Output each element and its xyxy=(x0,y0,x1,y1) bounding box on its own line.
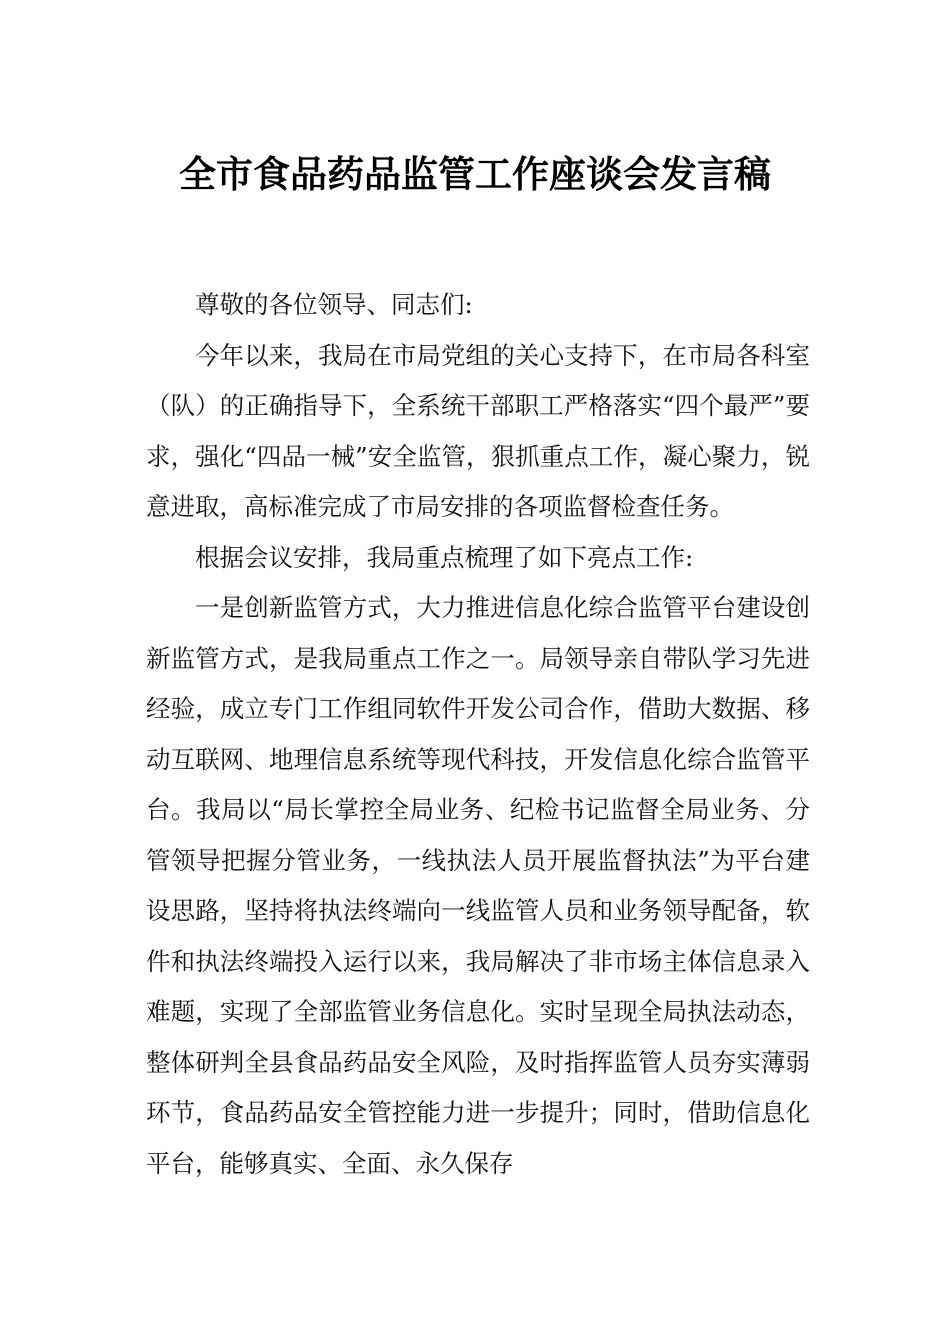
document-body xyxy=(146,280,810,1189)
highlights-lead-paragraph: 根据会议安排，我局重点梳理了如下亮点工作: xyxy=(195,542,694,572)
salutation-paragraph: 尊敬的各位领导、同志们: xyxy=(195,290,473,319)
first-highlight-paragraph: 一是创新监管方式，大力推进信息化综合监管平台建设创新监管方式，是我局重点工作之一。局领导亲自带队学习先进经验，成立专门工作组同软件开发公司合作，借助大数据、移动互联网、地理信息系统等现代科技，开发信息化综合监管平台。我局以“局长掌控全局业务、纪检书记监督全局业务、分管领导把握分管业务，一线执法人员开展监督执法”为平台建设思路，坚持将执法终端向一线监管人员和业务领导配备，软件和执法终端投入运行以来，我局解决了非市场主体信息录入难题，实现了全部监管业务信息化。实时呈现全局执法动态，整体研判全县食品药品安全风险，及时指挥监管人员夯实薄弱环节，食品药品安全管控能力进一步提升；同时，借助信息化平台，能够真实、全面、永久保存 xyxy=(146,593,810,1178)
document-title: 全市食品药品监管工作座谈会发言稿 xyxy=(179,152,771,196)
intro-paragraph: 今年以来，我局在市局党组的关心支持下，在市局各科室（队）的正确指导下，全系统干部职工严格落实“四个最严”要求，强化“四品一械”安全监管，狠抓重点工作，凝心聚力，锐意进取，高标准完成了市局安排的各项监督检查任务。 xyxy=(146,340,810,521)
